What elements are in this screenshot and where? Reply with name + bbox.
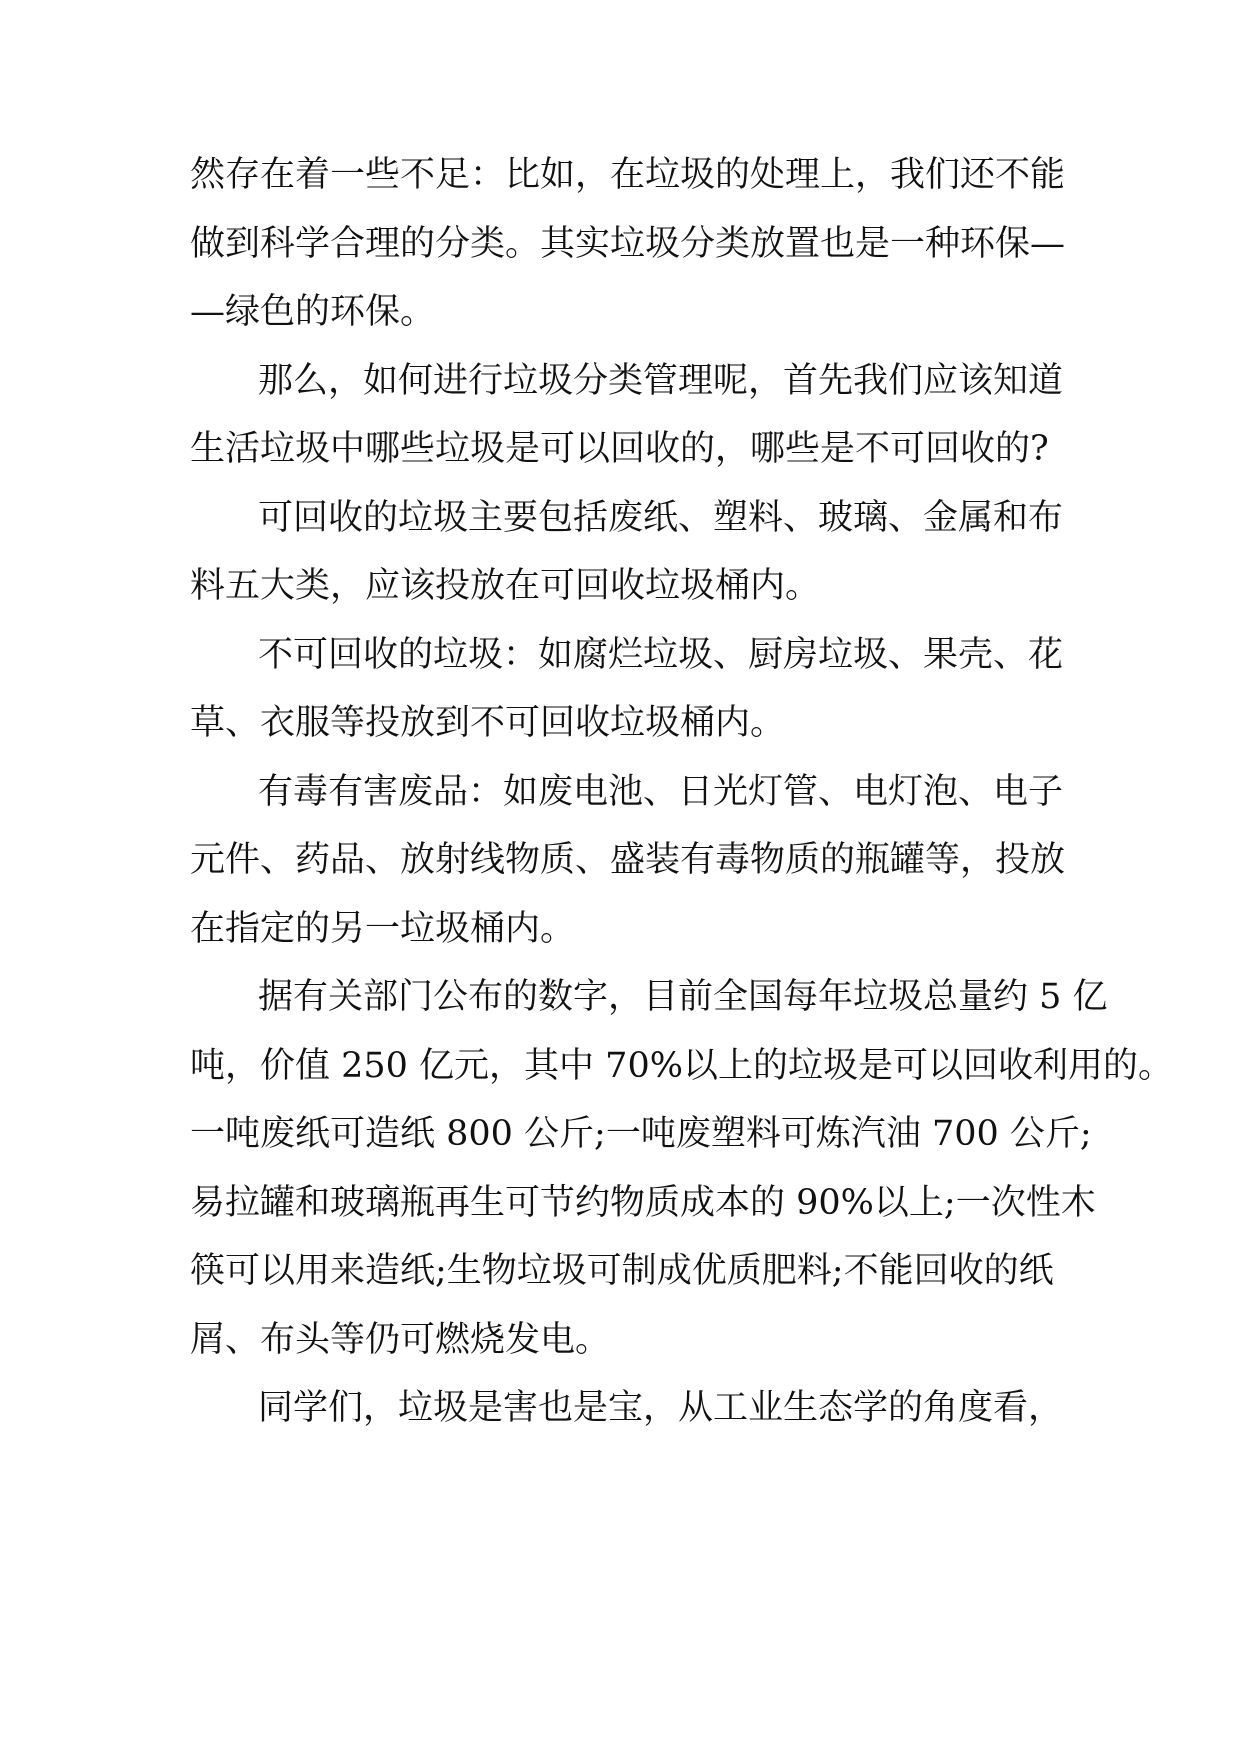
text-line: 料五大类，应该投放在可回收垃圾桶内。: [190, 566, 821, 606]
paragraph-first-line: 不可回收的垃圾：如腐烂垃圾、厨房垃圾、果壳、花: [258, 635, 1064, 675]
paragraph-first-line: 那么，如何进行垃圾分类管理呢，首先我们应该知道: [258, 361, 1064, 401]
text-line: 吨，价值 250 亿元，其中 70%以上的垃圾是可以回收利用的。: [190, 1046, 1173, 1086]
paragraph-first-line: 同学们，垃圾是害也是宝，从工业生态学的角度看，: [258, 1388, 1064, 1428]
text-line: 筷可以用来造纸;生物垃圾可制成优质肥料;不能回收的纸: [190, 1251, 1054, 1291]
text-line: 生活垃圾中哪些垃圾是可以回收的，哪些是不可回收的?: [190, 429, 1049, 469]
text-line: 然存在着一些不足：比如，在垃圾的处理上，我们还不能: [190, 155, 1066, 195]
paragraph-first-line: 据有关部门公布的数字，目前全国每年垃圾总量约 5 亿: [258, 977, 1108, 1017]
text-line: —绿色的环保。: [190, 292, 436, 332]
paragraph-first-line: 可回收的垃圾主要包括废纸、塑料、玻璃、金属和布: [258, 498, 1064, 538]
text-line: 草、衣服等投放到不可回收垃圾桶内。: [190, 703, 786, 743]
text-line: 易拉罐和玻璃瓶再生可节约物质成本的 90%以上;一次性木: [190, 1183, 1096, 1223]
text-line: 在指定的另一垃圾桶内。: [190, 909, 576, 949]
text-line: 一吨废纸可造纸 800 公斤;一吨废塑料可炼汽油 700 公斤;: [190, 1114, 1092, 1154]
paragraph-first-line: 有毒有害废品：如废电池、日光灯管、电灯泡、电子: [258, 772, 1064, 812]
text-line: 做到科学合理的分类。其实垃圾分类放置也是一种环保—: [190, 224, 1066, 264]
text-line: 元件、药品、放射线物质、盛装有毒物质的瓶罐等，投放: [190, 840, 1066, 880]
text-line: 屑、布头等仍可燃烧发电。: [190, 1320, 611, 1360]
